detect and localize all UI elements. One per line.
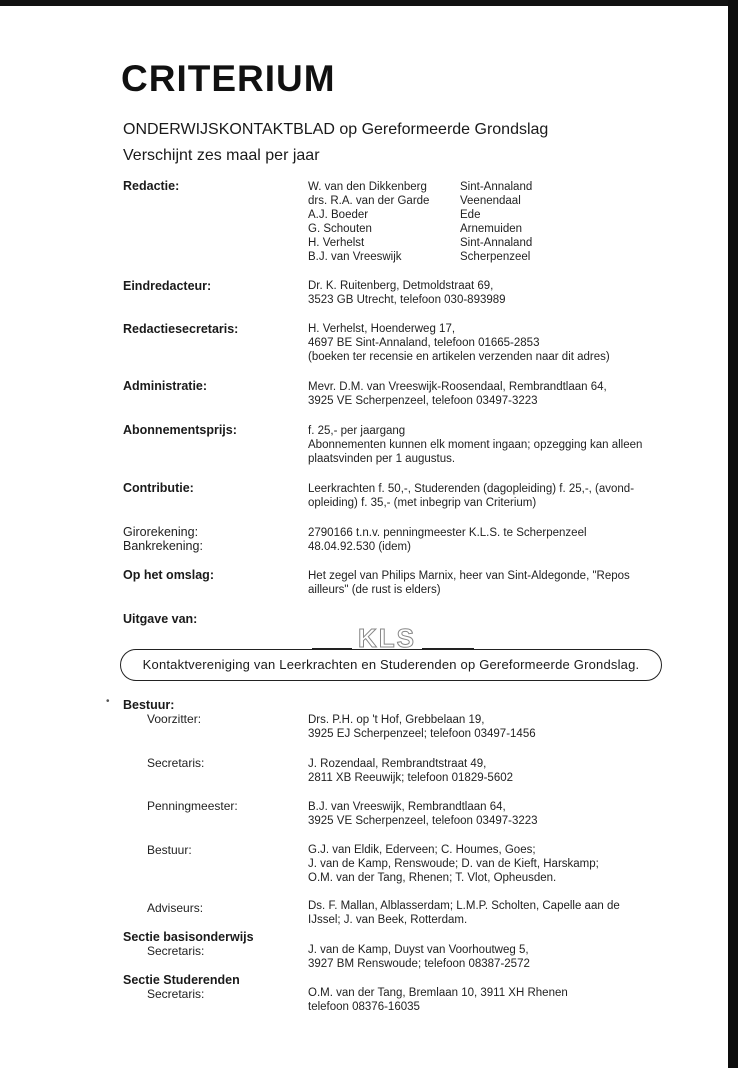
sectie-basis-line: 3927 BM Renswoude; telefoon 08387-2572 — [308, 958, 530, 970]
redactiesecretaris-line: H. Verhelst, Hoenderweg 17, — [308, 323, 456, 335]
publication-frequency: Verschijnt zes maal per jaar — [123, 147, 320, 164]
voorzitter-line: 3925 EJ Scherpenzeel; telefoon 03497-1456 — [308, 728, 536, 740]
omslag-line: Het zegel van Philips Marnix, heer van Sint-Aldegonde, "Repos — [308, 570, 630, 582]
rekening-line: 2790166 t.n.v. penningmeester K.L.S. te Scherpenzeel — [308, 527, 587, 539]
organisation-name: Kontaktvereniging van Leerkrachten en Studerenden op Gereformeerde Grondslag. — [142, 657, 640, 672]
redactie-name: W. van den Dikkenberg — [308, 181, 427, 193]
redactie-place: Sint-Annaland — [460, 181, 533, 193]
abonnementsprijs-label: Abonnementsprijs: — [123, 423, 237, 437]
magazine-title: CRITERIUM — [121, 58, 336, 99]
sectie-basis-label: Sectie basisonderwijs — [123, 930, 254, 944]
adviseurs-line: IJssel; J. van Beek, Rotterdam. — [308, 914, 468, 926]
eindredacteur-line: Dr. K. Ruitenberg, Detmoldstraat 69, — [308, 280, 494, 292]
redactiesecretaris-line: 4697 BE Sint-Annaland, telefoon 01665-2853 — [308, 337, 540, 349]
administratie-line: Mevr. D.M. van Vreeswijk-Roosendaal, Rembrandtlaan 64, — [308, 381, 607, 393]
eindredacteur-line: 3523 GB Utrecht, telefoon 030-893989 — [308, 294, 506, 306]
secretaris-line: J. Rozendaal, Rembrandtstraat 49, — [308, 758, 487, 770]
redactie-place: Ede — [460, 209, 481, 221]
bullet-mark: • — [106, 696, 110, 707]
adviseurs-label: Adviseurs: — [147, 901, 204, 915]
secretaris-line: 2811 XB Reeuwijk; telefoon 01829-5602 — [308, 772, 514, 784]
adviseurs-line: Ds. F. Mallan, Alblasserdam; L.M.P. Scholten, Capelle aan de — [308, 900, 620, 912]
administratie-line: 3925 VE Scherpenzeel, telefoon 03497-3223 — [308, 395, 538, 407]
redactie-name: G. Schouten — [308, 223, 372, 235]
sectie-studerenden-line: telefoon 08376-16035 — [308, 1001, 420, 1013]
right-border — [728, 0, 738, 1068]
uitgave-label: Uitgave van: — [123, 612, 198, 626]
contributie-line: Leerkrachten f. 50,-, Studerenden (dagopleiding) f. 25,-, (avond- — [308, 483, 635, 495]
redactie-place: Scherpenzeel — [460, 251, 531, 263]
magazine-subtitle: ONDERWIJSKONTAKTBLAD op Gereformeerde Grondslag — [123, 121, 549, 138]
redactie-place: Veenendaal — [460, 195, 521, 207]
voorzitter-line: Drs. P.H. op 't Hof, Grebbelaan 19, — [308, 714, 485, 726]
omslag-line: ailleurs" (de rust is elders) — [308, 584, 441, 596]
contributie-label: Contributie: — [123, 481, 194, 495]
rekening-line: 48.04.92.530 (idem) — [308, 541, 411, 553]
abonnementsprijs-line: f. 25,- per jaargang — [308, 425, 406, 437]
organisation-banner — [120, 649, 662, 681]
bestuur-label: Bestuur: — [123, 698, 175, 712]
girorekening-label: Girorekening: — [123, 525, 199, 539]
kls-logo-text: KLS — [358, 623, 416, 653]
penningmeester-label: Penningmeester: — [147, 799, 238, 813]
sectie-studerenden-secretaris-label: Secretaris: — [147, 987, 205, 1001]
penningmeester-line: B.J. van Vreeswijk, Rembrandtlaan 64, — [308, 801, 506, 813]
abonnementsprijs-line: plaatsvinden per 1 augustus. — [308, 453, 456, 465]
eindredacteur-label: Eindredacteur: — [123, 279, 212, 293]
secretaris-label: Secretaris: — [147, 756, 205, 770]
bestuursleden-line: O.M. van der Tang, Rhenen; T. Vlot, Opheusden. — [308, 872, 557, 884]
sectie-basis-secretaris-label: Secretaris: — [147, 944, 205, 958]
bestuursleden-line: G.J. van Eldik, Ederveen; C. Houmes, Goes; — [308, 844, 536, 856]
penningmeester-line: 3925 VE Scherpenzeel, telefoon 03497-3223 — [308, 815, 538, 827]
omslag-label: Op het omslag: — [123, 568, 214, 582]
redactie-name: drs. R.A. van der Garde — [308, 195, 430, 207]
bestuursleden-line: J. van de Kamp, Renswoude; D. van de Kieft, Harskamp; — [308, 858, 599, 870]
sectie-basis-line: J. van de Kamp, Duyst van Voorhoutweg 5, — [308, 944, 529, 956]
bestuursleden-label: Bestuur: — [147, 843, 192, 857]
redactiesecretaris-label: Redactiesecretaris: — [123, 322, 239, 336]
redactie-name: B.J. van Vreeswijk — [308, 251, 402, 263]
contributie-line: opleiding) f. 35,- (met inbegrip van Criterium) — [308, 497, 537, 509]
redactie-place: Sint-Annaland — [460, 237, 533, 249]
redactiesecretaris-line: (boeken ter recensie en artikelen verzenden naar dit adres) — [308, 351, 610, 363]
voorzitter-label: Voorzitter: — [147, 712, 202, 726]
redactie-place: Arnemuiden — [460, 223, 523, 235]
bankrekening-label: Bankrekening: — [123, 539, 203, 553]
abonnementsprijs-line: Abonnementen kunnen elk moment ingaan; opzegging kan alleen — [308, 439, 643, 451]
redactie-name: A.J. Boeder — [308, 209, 369, 221]
sectie-studerenden-line: O.M. van der Tang, Bremlaan 10, 3911 XH Rhenen — [308, 987, 568, 999]
administratie-label: Administratie: — [123, 379, 208, 393]
top-border — [0, 0, 738, 6]
redactie-label: Redactie: — [123, 179, 180, 193]
sectie-studerenden-label: Sectie Studerenden — [123, 973, 240, 987]
redactie-name: H. Verhelst — [308, 237, 365, 249]
